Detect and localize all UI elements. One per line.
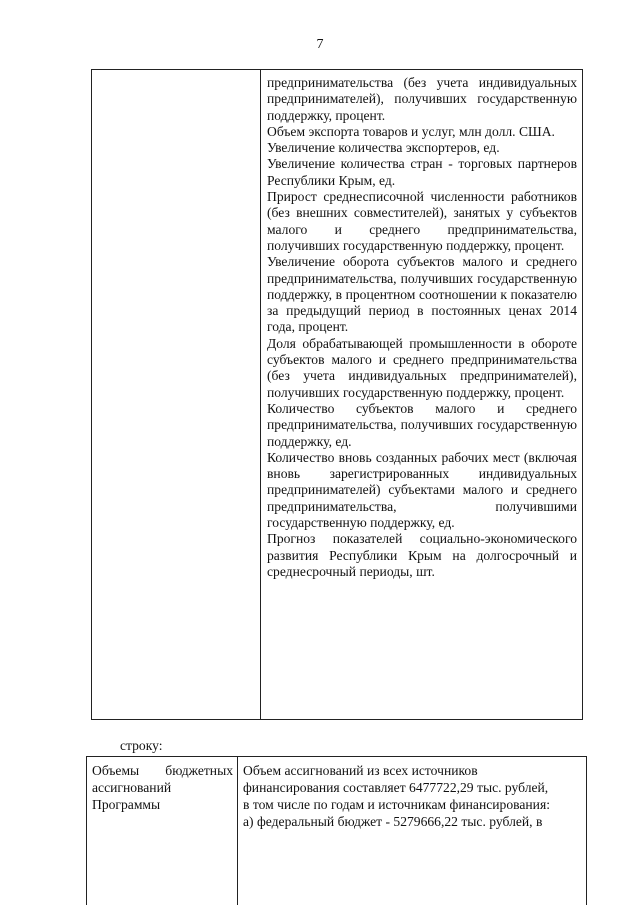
budget-table-label-cell: [87, 757, 238, 905]
indicator-item: Увеличение количества стран - торговых партнеров Республики Крым, ед.: [267, 156, 577, 188]
budget-line: Объем ассигнований из всех источников: [243, 763, 478, 778]
indicator-item: Количество субъектов малого и среднего предпринимательства, получивших государственную поддержку, ед.: [267, 400, 577, 449]
budget-table-value-cell: [238, 757, 586, 905]
page-number: 7: [316, 37, 324, 52]
budget-line: в том числе по годам и источникам финансирования:: [243, 797, 550, 812]
budget-line: финансирования составляет 6477722,29 тыс. рублей,: [243, 780, 549, 795]
indicator-item: Увеличение количества экспортеров, ед.: [267, 140, 500, 156]
budget-table: [86, 756, 587, 905]
indicator-item: Прогноз показателей социально-экономического развития Республики Крым на долгосрочный и среднесрочный периоды, шт.: [267, 531, 577, 579]
indicator-item: Прирост среднесписочной численности работников (без внешних совместителей), занятых у субъектов малого и среднего предпринимательства, получивших государственную поддержку, процент.: [267, 189, 577, 253]
budget-label: Объемы бюджетных ассигнований Программы: [92, 763, 233, 812]
indicator-item: Объем экспорта товаров и услуг, млн долл. США.: [267, 123, 555, 139]
indicator-item: предпринимательства (без учета индивидуальных предпринимателей), получивших государственную поддержку, процент.: [267, 75, 577, 123]
indicator-item: Доля обрабатывающей промышленности в обороте субъектов малого и среднего предпринимательства (без учета индивидуальных предпринимателей), получивших государственную поддержку, процент.: [267, 335, 577, 400]
indicator-item: Количество вновь созданных рабочих мест (включая вновь зарегистрированных индивидуальных предпринимателей) субъектами малого и среднего предпринимательства, получившими государственную поддержку, ед.: [267, 449, 577, 531]
indicators-table-right-cell: [261, 70, 582, 719]
indicators-table-left-cell: [92, 70, 261, 719]
bottom-label: строку:: [120, 738, 163, 753]
indicator-item: Увеличение оборота субъектов малого и среднего предпринимательства, получивших государственную поддержку, в процентном соотношении к показателю за предыдущий период в постоянных ценах 2014 года, процент.: [267, 254, 577, 335]
indicators-table: [91, 69, 583, 720]
budget-line: а) федеральный бюджет - 5279666,22 тыс. рублей, в: [243, 814, 543, 829]
